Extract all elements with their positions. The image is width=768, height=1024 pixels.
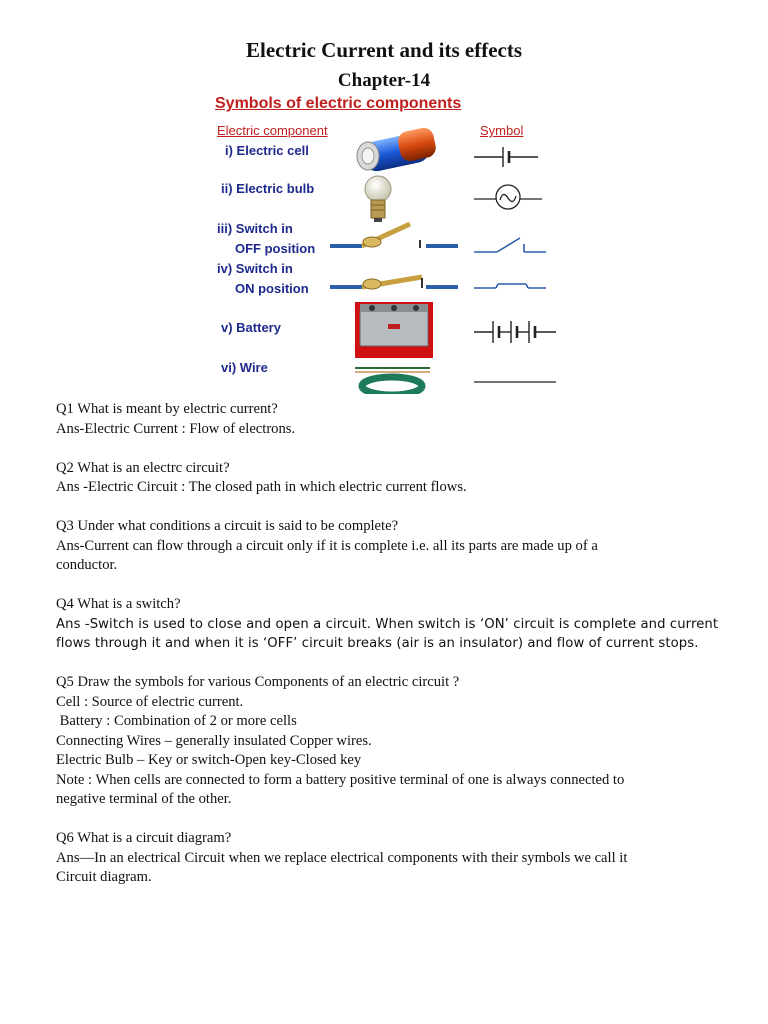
label-electric-cell: i) Electric cell: [225, 143, 309, 158]
answer-line: Ans -Electric Circuit : The closed path in which electric current flows.: [56, 479, 467, 495]
components-figure: [212, 94, 562, 394]
qa-block-q2: [56, 459, 726, 498]
battery-picture: [355, 302, 433, 358]
battery-symbol: [474, 321, 556, 343]
qa-block-q6: [56, 829, 726, 888]
question-line: Q2 What is an electrc circuit?: [56, 459, 230, 476]
label-on-position: ON position: [235, 281, 309, 296]
answer-line: conductor.: [56, 557, 118, 573]
wire-picture: [355, 368, 430, 394]
qa-block-q1: [56, 400, 726, 439]
label-battery: v) Battery: [221, 320, 281, 335]
electric-bulb-picture: [365, 176, 391, 222]
switch-off-picture: [330, 224, 458, 248]
question-line: Q3 Under what conditions a circuit is said to be complete?: [56, 518, 399, 534]
document-title: Electric Current and its effects: [245, 38, 523, 62]
symbol-column-header: Symbol: [480, 123, 524, 138]
answer-line: flows through it and when it is ‘OFF’ circuit breaks (air is an insulator) and flow of current stops.: [56, 636, 699, 651]
electric-cell-picture: [357, 126, 438, 174]
question-line: Q5 Draw the symbols for various Components of an electric circuit ?: [56, 674, 460, 690]
answer-line: Note : When cells are connected to form a battery positive terminal of one is always connected to: [56, 771, 625, 788]
label-electric-bulb: ii) Electric bulb: [221, 181, 315, 196]
answer-line: Ans -Switch is used to close and open a circuit. When switch is ‘ON’ circuit is complete and current: [56, 616, 719, 632]
label-off-position: OFF position: [235, 241, 316, 256]
answer-line: Cell : Source of electric current.: [56, 693, 244, 710]
electric-cell-symbol: [474, 147, 538, 167]
answer-line: Connecting Wires – generally insulated Copper wires.: [56, 732, 372, 749]
answer-line: negative terminal of the other.: [56, 791, 232, 807]
question-line: Q6 What is a circuit diagram?: [56, 830, 232, 846]
question-line: Q4 What is a switch?: [56, 596, 181, 612]
component-column-header: Electric component: [217, 123, 328, 138]
question-line: Q1 What is meant by electric current?: [56, 401, 278, 417]
answer-line: Circuit diagram.: [56, 869, 152, 885]
switch-on-symbol: [474, 284, 546, 288]
switch-on-picture: [330, 277, 458, 289]
electric-bulb-symbol: [474, 185, 542, 209]
answer-line: Ans-Current can flow through a circuit only if it is complete i.e. all its parts are made up of a: [56, 537, 598, 554]
answer-line: Battery : Combination of 2 or more cells: [56, 713, 297, 729]
figure-title: Symbols of electric components: [215, 95, 462, 112]
answer-line: Ans—In an electrical Circuit when we replace electrical components with their symbols we call it: [56, 849, 628, 866]
qa-block-q3: [56, 517, 726, 576]
answer-line: Ans-Electric Current : Flow of electrons.: [56, 420, 296, 437]
chapter-heading: Chapter-14: [337, 70, 431, 91]
label-switch-off: iii) Switch in: [217, 221, 293, 236]
qa-section: [56, 400, 726, 907]
label-switch-on: iv) Switch in: [217, 261, 293, 276]
answer-line: Electric Bulb – Key or switch-Open key-Closed key: [56, 752, 362, 768]
qa-block-q4: [56, 595, 726, 654]
switch-off-symbol: [474, 238, 546, 252]
qa-block-q5: [56, 673, 726, 810]
label-wire: vi) Wire: [221, 360, 268, 375]
components-illustration: [212, 94, 562, 394]
